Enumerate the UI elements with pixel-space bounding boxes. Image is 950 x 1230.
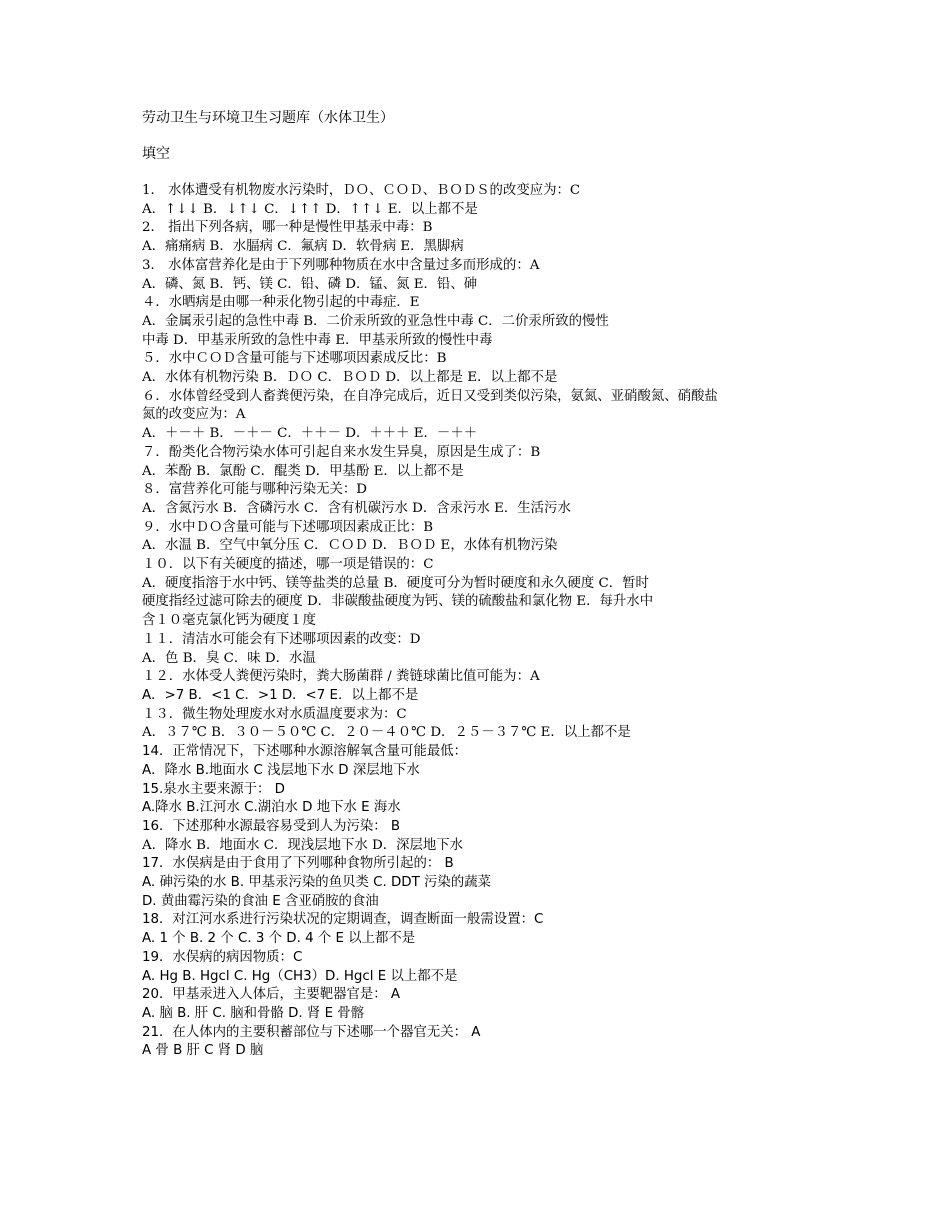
document-page xyxy=(142,108,822,1061)
text-line: 15.泉水主要来源于： D xyxy=(142,781,285,797)
text-line: A．金属汞引起的急性中毒 B．二价汞所致的亚急性中毒 C．二价汞所致的慢性 xyxy=(142,313,609,329)
section-heading: 填空 xyxy=(142,146,170,162)
text-line: A. 1 个 B. 2 个 C. 3 个 D. 4 个 E 以上都不是 xyxy=(142,931,416,947)
text-line: A．苯酚 B．氯酚 C．醌类 D．甲基酚 E．以上都不是 xyxy=(142,463,464,479)
text-line: A．３７℃ B．３０－５０℃ C．２０－４０℃ D．２５－３７℃ E．以上都不是 xyxy=(142,725,631,741)
text-line: 3． 水体富营养化是由于下列哪种物质在水中含量过多而形成的：A xyxy=(142,257,540,273)
text-line: A.降水 B.江河水 C.湖泊水 D 地下水 E 海水 xyxy=(142,800,401,816)
text-line: 16．下述那种水源最容易受到人为污染： B xyxy=(142,818,401,834)
text-line: 1． 水体遭受有机物废水污染时，ＤＯ、ＣＯＤ、ＢＯＤＳ的改变应为：C xyxy=(142,183,581,198)
text-line: ９．水中ＤＯ含量可能与下述哪项因素成正比：B xyxy=(142,519,434,535)
text-line: 18．对江河水系进行污染状况的定期调查，调查断面一般需设置：C xyxy=(142,912,544,928)
text-line: A．＋－＋ B．－＋－ C．＋＋－ D．＋＋＋ E．－＋＋ xyxy=(142,426,478,442)
text-line: 氮的改变应为：A xyxy=(142,407,246,423)
text-line: A．降水 B.地面水 C 浅层地下水 D 深层地下水 xyxy=(142,762,420,778)
text-line: A．↑↓↓ B．↓↑↓ C．↓↑↑ D．↑↑↓ E．以上都不是 xyxy=(142,201,478,217)
text-line: １２．水体受人粪便污染时，粪大肠菌群 / 粪链球菌比值可能为：A xyxy=(142,669,540,685)
text-line: ８．富营养化可能与哪种污染无关：D xyxy=(142,482,367,498)
text-line: A．>7 B．<1 C．>1 D．<7 E．以上都不是 xyxy=(142,687,419,703)
text-line: ６．水体曾经受到人畜粪便污染，在自净完成后，近日又受到类似污染，氨氮、亚硝酸氮、硝酸盐 xyxy=(142,388,718,404)
text-line: ７．酚类化合物污染水体可引起自来水发生异臭，原因是生成了：B xyxy=(142,444,541,460)
text-line: A．降水 B．地面水 C．现浅层地下水 D．深层地下水 xyxy=(142,837,464,853)
text-line: 19．水俣病的病因物质：C xyxy=(142,949,303,965)
text-line: A 骨 B 肝 C 肾 D 脑 xyxy=(142,1043,264,1059)
text-line: 17．水俣病是由于食用了下列哪种食物所引起的： B xyxy=(142,856,454,872)
text-line: A. 砷污染的水 B. 甲基汞污染的鱼贝类 C. DDT 污染的蔬菜 xyxy=(142,875,491,891)
text-line: 21．在人体内的主要积蓄部位与下述哪一个器官无关： A xyxy=(142,1024,481,1040)
text-line: １１．清洁水可能会有下述哪项因素的改变：D xyxy=(142,631,421,647)
text-line: 2． 指出下列各病，哪一种是慢性甲基汞中毒：B xyxy=(142,220,433,236)
text-line: 20．甲基汞进入人体后，主要靶器官是： A xyxy=(142,987,401,1003)
question-list xyxy=(142,182,822,1061)
text-line: 14．正常情况下，下述哪种水源溶解氧含量可能最低： xyxy=(142,744,468,760)
text-line: A．水体有机物污染 B．ＤＯ C．ＢＯＤ D．以上都是 E．以上都不是 xyxy=(142,370,558,386)
text-line: 含１０毫克氯化钙为硬度１度 xyxy=(142,613,317,629)
text-line: A．水温 B．空气中氧分压 C．ＣＯＤ D．ＢＯＤ E，水体有机物污染 xyxy=(142,538,558,554)
text-line: １３．微生物处理废水对水质温度要求为：C xyxy=(142,706,407,722)
text-line: 硬度指经过滤可除去的硬度 D．非碳酸盐硬度为钙、镁的硫酸盐和氯化物 E．每升水中 xyxy=(142,594,654,610)
text-line: A．色 B．臭 C．味 D．水温 xyxy=(142,650,316,666)
text-line: D. 黄曲霉污染的食油 E 含亚硝胺的食油 xyxy=(142,893,379,909)
text-line: 中毒 D．甲基汞所致的急性中毒 E．甲基汞所致的慢性中毒 xyxy=(142,332,493,348)
text-line: A. 脑 B. 肝 C. 脑和骨骼 D. 肾 E 骨髂 xyxy=(142,1005,365,1021)
text-line: A．硬度指溶于水中钙、镁等盐类的总量 B．硬度可分为暂时硬度和永久硬度 C．暂时 xyxy=(142,575,649,591)
text-line: ４．水晒病是由哪一种汞化物引起的中毒症．E xyxy=(142,295,420,311)
text-line: A. Hg B. Hgcl C. Hg（CH3）D. Hgcl E 以上都不是 xyxy=(142,968,458,984)
text-line: A．痛痛病 B．水腷病 C．氟病 D．软骨病 E．黑脚病 xyxy=(142,239,464,255)
text-line: １０．以下有关硬度的描述，哪一项是错误的：C xyxy=(142,557,434,573)
text-line: ５．水中ＣＯＤ含量可能与下述哪项因素成反比：B xyxy=(142,351,447,367)
text-line: A．磷、氮 B．钙、镁 C．铅、磷 D．锰、氮 E．铅、砷 xyxy=(142,276,478,292)
document-title: 劳动卫生与环境卫生习题库（水体卫生） xyxy=(142,110,394,126)
text-line: A．含氮污水 B．含磷污水 C．含有机碳污水 D．含汞污水 E．生活污水 xyxy=(142,500,571,516)
